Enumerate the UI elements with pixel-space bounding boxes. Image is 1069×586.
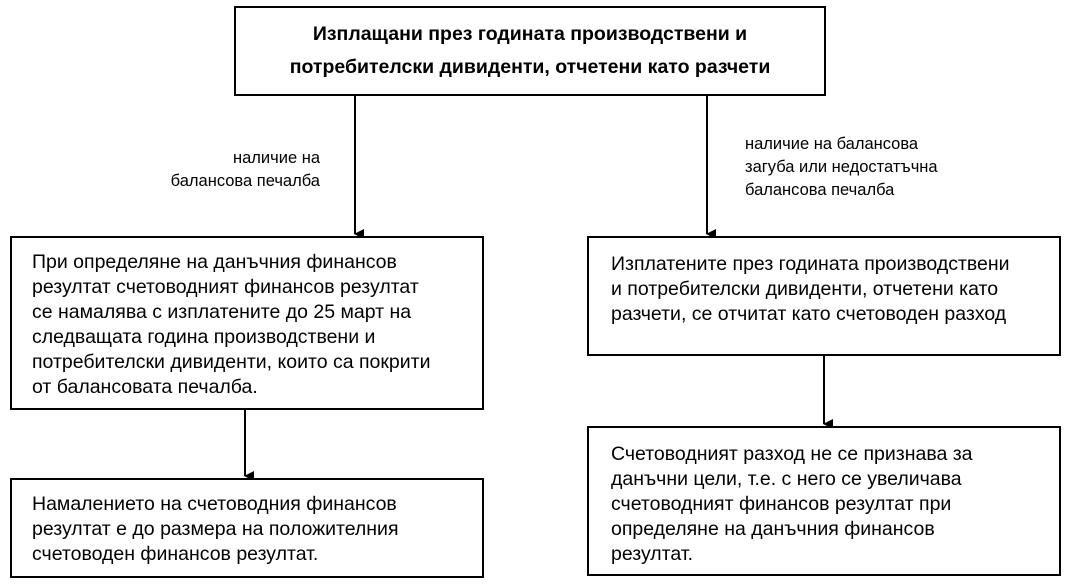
left-node-2 — [10, 478, 484, 578]
right-node-1 — [587, 236, 1061, 356]
top-node — [234, 6, 826, 96]
right-condition-label: наличие на балансова загуба или недостатъчна балансова печалба — [745, 135, 938, 199]
left-node-2-text: Намалението на счетоводния финансов резултат е до размера на положителния счетоводен финансов резултат. — [32, 493, 399, 565]
right-node-1-text: Изплатените през годината производствени и потребителски дивиденти, отчетени като разчети, се отчитат като счетоводен разход — [611, 253, 1010, 325]
right-node-2 — [587, 426, 1061, 576]
left-node-1 — [10, 236, 484, 410]
top-node-text: Изплащани през годината производствени и потребителски дивиденти, отчетени като разчети — [289, 23, 771, 78]
left-node-1-text: При определяне на данъчния финансов резултат счетоводният финансов резултат се намалява с изплатените до 25 март на следващата година производствени и потребителски дивиденти, които са покрити от балансовата печалба. — [32, 251, 431, 398]
right-node-2-text: Счетоводният разход не се признава за данъчни цели, т.е. с него се увеличава счетоводният финансов резултат при определяне на данъчния финансов резултат. — [611, 443, 973, 565]
left-condition-label: наличие на балансова печалба — [170, 149, 320, 190]
